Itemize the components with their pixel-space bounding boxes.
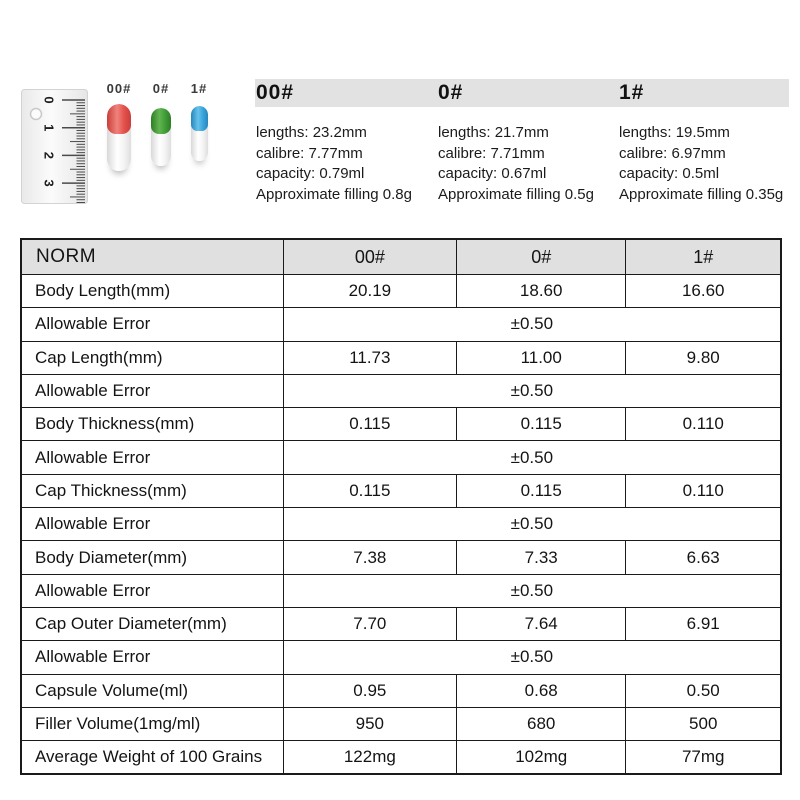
ruler xyxy=(21,89,91,207)
capsule-00-image xyxy=(107,104,131,171)
cell-value: 122mg xyxy=(283,741,456,775)
cell-value-merged: ±0.50 xyxy=(283,308,781,341)
cell-value: 6.91 xyxy=(626,607,781,640)
cell-value: 102mg xyxy=(456,741,625,775)
spec-capacity: capacity: 0.67ml xyxy=(438,165,547,182)
spec-filling: Approximate filling 0.5g xyxy=(438,185,594,203)
col-header-0: 0# xyxy=(456,239,625,275)
row-label: Allowable Error xyxy=(21,574,283,607)
spec-length: lengths: 21.7mm xyxy=(438,124,549,141)
cell-value: 7.70 xyxy=(283,607,456,640)
spec-capacity: capacity: 0.5ml xyxy=(619,165,720,182)
row-label: Cap Thickness(mm) xyxy=(21,474,283,507)
cell-value: 0.115 xyxy=(456,408,625,441)
capsule-1-image xyxy=(191,106,208,161)
capsule-size-label: 0# xyxy=(152,81,170,96)
spec-filling: Approximate filling 0.8g xyxy=(256,185,412,203)
row-label: Allowable Error xyxy=(21,641,283,674)
ruler-number: 3 xyxy=(41,179,57,187)
row-label: Average Weight of 100 Grains xyxy=(21,741,283,775)
capsule-00 xyxy=(104,82,134,171)
row-label: Allowable Error xyxy=(21,508,283,541)
ruler-number: 1 xyxy=(41,124,57,132)
capsule-cap xyxy=(107,104,131,134)
row-label: Body Thickness(mm) xyxy=(21,408,283,441)
spec-col-00 xyxy=(256,79,436,205)
cell-value: 0.110 xyxy=(626,474,781,507)
spec-col-1 xyxy=(619,79,799,205)
table-row xyxy=(21,574,781,607)
cell-value-merged: ±0.50 xyxy=(283,441,781,474)
row-label: Body Diameter(mm) xyxy=(21,541,283,574)
table-header-row xyxy=(21,239,781,275)
spec-calibre: calibre: 7.77mm xyxy=(256,144,363,162)
table-row xyxy=(21,374,781,407)
spec-length: lengths: 23.2mm xyxy=(256,124,367,141)
table-row xyxy=(21,641,781,674)
ruler-number: 0 xyxy=(41,96,57,104)
cell-value: 680 xyxy=(456,707,625,740)
cell-value: 77mg xyxy=(626,741,781,775)
capsule-0 xyxy=(148,82,174,166)
capsule-size-label: 00# xyxy=(106,81,132,96)
cell-value: 950 xyxy=(283,707,456,740)
table-row xyxy=(21,607,781,640)
cell-value-merged: ±0.50 xyxy=(283,641,781,674)
cell-value: 0.68 xyxy=(456,674,625,707)
spec-col-0 xyxy=(438,79,618,205)
cell-value-merged: ±0.50 xyxy=(283,374,781,407)
cell-value: 7.38 xyxy=(283,541,456,574)
cell-value: 18.60 xyxy=(456,275,625,308)
table-row xyxy=(21,741,781,775)
spec-table xyxy=(20,238,782,775)
cell-value: 500 xyxy=(626,707,781,740)
spec-length: lengths: 19.5mm xyxy=(619,124,730,141)
cell-value: 0.115 xyxy=(456,474,625,507)
capsule-cap xyxy=(191,106,208,131)
cell-value-merged: ±0.50 xyxy=(283,574,781,607)
table-row xyxy=(21,508,781,541)
capsule-size-label: 1# xyxy=(190,81,208,96)
table-row xyxy=(21,441,781,474)
cell-value: 9.80 xyxy=(626,341,781,374)
cell-value: 11.00 xyxy=(456,341,625,374)
row-label: Body Length(mm) xyxy=(21,275,283,308)
spec-calibre: calibre: 6.97mm xyxy=(619,144,726,162)
cell-value: 0.115 xyxy=(283,408,456,441)
table-row xyxy=(21,408,781,441)
cell-value: 16.60 xyxy=(626,275,781,308)
cell-value: 0.115 xyxy=(283,474,456,507)
cell-value: 0.110 xyxy=(626,408,781,441)
row-label: Cap Outer Diameter(mm) xyxy=(21,607,283,640)
cell-value: 7.33 xyxy=(456,541,625,574)
table-row xyxy=(21,308,781,341)
cell-value: 6.63 xyxy=(626,541,781,574)
col-header-00: 00# xyxy=(283,239,456,275)
table-row xyxy=(21,674,781,707)
table-row xyxy=(21,474,781,507)
cell-value: 11.73 xyxy=(283,341,456,374)
cell-value: 0.95 xyxy=(283,674,456,707)
spec-size-heading: 0# xyxy=(438,81,464,104)
cell-value: 7.64 xyxy=(456,607,625,640)
row-label: Allowable Error xyxy=(21,441,283,474)
cell-value: 20.19 xyxy=(283,275,456,308)
table-row xyxy=(21,707,781,740)
capsule-0-image xyxy=(151,108,171,166)
ruler-number: 2 xyxy=(41,151,57,160)
table-row xyxy=(21,275,781,308)
col-header-norm: NORM xyxy=(21,239,283,275)
spec-capacity: capacity: 0.79ml xyxy=(256,165,365,182)
col-header-1: 1# xyxy=(626,239,781,275)
row-label: Allowable Error xyxy=(21,308,283,341)
cell-value: 0.50 xyxy=(626,674,781,707)
spec-size-heading: 00# xyxy=(256,81,295,104)
row-label: Allowable Error xyxy=(21,374,283,407)
capsule-cap xyxy=(151,108,171,134)
spec-filling: Approximate filling 0.35g xyxy=(619,185,784,203)
row-label: Filler Volume(1mg/ml) xyxy=(21,707,283,740)
row-label: Cap Length(mm) xyxy=(21,341,283,374)
cell-value-merged: ±0.50 xyxy=(283,508,781,541)
ruler-hole xyxy=(31,109,42,120)
row-label: Capsule Volume(ml) xyxy=(21,674,283,707)
spec-size-heading: 1# xyxy=(619,81,645,104)
capsule-1 xyxy=(188,82,210,161)
table-row xyxy=(21,341,781,374)
table-row xyxy=(21,541,781,574)
spec-calibre: calibre: 7.71mm xyxy=(438,144,545,162)
